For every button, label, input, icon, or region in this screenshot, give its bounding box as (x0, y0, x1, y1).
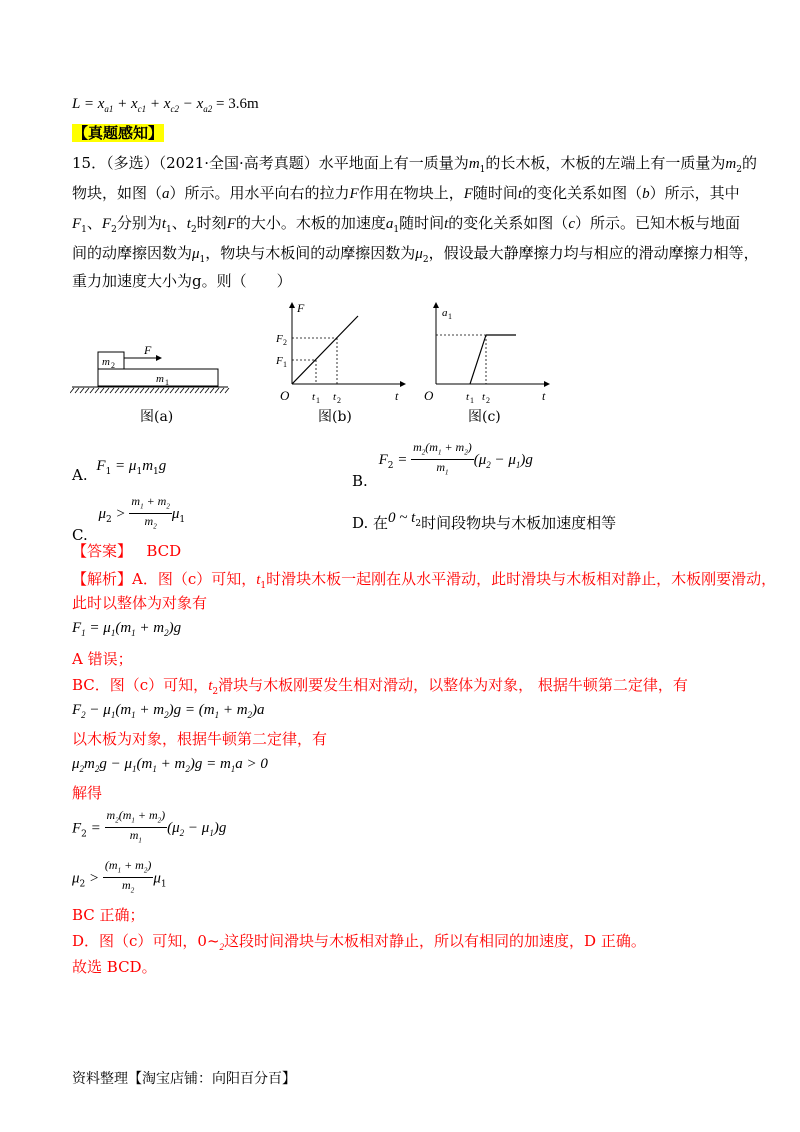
equation-board: $\mu_2m_2g - \mu_1(m_1 + m_2)g = m_1a > 0$ (72, 756, 268, 774)
svg-text:t: t (466, 391, 470, 403)
svg-text:t: t (482, 391, 486, 403)
analysis-line-2: 此时以整体为对象有 (72, 594, 208, 612)
svg-text:1: 1 (470, 396, 474, 405)
analysis-final: 故选 BCD。 (72, 958, 157, 976)
analysis-bc-line: BC．图（c）可知，$t_2$滑块与木板刚要发生相对滑动，以整体为对象， 根据牛顿第二定律，有 (72, 676, 688, 697)
figure-b-caption: 图(b) (318, 409, 352, 425)
figure-c-a1-vs-t-graph (420, 300, 560, 410)
question-line-4: 间的动摩擦因数为$\mu_1$，物块与木板间的动摩擦因数为$\mu_2$，假设最大静摩擦力均与相应的滑动摩擦力相等， (72, 244, 759, 265)
top-equation: $L = x_{a1} + x_{c1} + x_{c2} - x_{a2} = 3.6m$ (72, 96, 259, 114)
svg-text:t: t (312, 391, 316, 403)
analysis-board-line: 以木板为对象，根据牛顿第二定律，有 (72, 730, 328, 748)
svg-text:F: F (276, 355, 283, 367)
equation-mu-result: $\mu_2$ > $\frac{(m_1 + m_2)}{m_2}$ $\mu_1$ (72, 858, 167, 895)
svg-text:1: 1 (448, 312, 452, 321)
svg-text:m: m (156, 373, 164, 385)
svg-text:1: 1 (165, 378, 169, 387)
svg-text:t: t (395, 389, 399, 403)
figure-a-caption: 图(a) (140, 409, 174, 425)
svg-text:F: F (297, 301, 305, 315)
svg-text:O: O (280, 388, 290, 403)
svg-text:F: F (276, 333, 283, 345)
svg-text:F: F (144, 343, 152, 357)
analysis-line-1: 【解析】A．图（c）可知，$t_1$时滑块木板一起刚在从水平滑动，此时滑块与木板相对静止，木板刚要滑动， (72, 570, 777, 591)
svg-text:1: 1 (283, 360, 287, 369)
svg-text:2: 2 (486, 396, 490, 405)
svg-text:2: 2 (337, 396, 341, 405)
svg-text:m: m (102, 356, 110, 368)
option-c: C. $\mu_2$ > $\frac{m_1 + m_2}{m_2}$ $\mu_1$ (72, 494, 186, 544)
option-b: B. $F_2$ = $\frac{m_2(m_1 + m_2)}{m_1}$ $(\mu_2 - \mu_1)g$ (352, 440, 533, 490)
answer-line: 【答案】 BCD (72, 542, 182, 560)
svg-text:t: t (542, 389, 546, 403)
question-line-3: $F_1$、$F_2$分别为$t_1$、$t_2$时刻F的大小。木板的加速度$a_1$随时间t的变化关系如图（c）所示。已知木板与地面 (72, 214, 740, 235)
equation-f1: $F_1 = \mu_1(m_1 + m_2)g$ (72, 620, 182, 638)
section-tag: 【真题感知】 (73, 124, 164, 142)
svg-text:2: 2 (111, 361, 115, 370)
question-line-5: 重力加速度大小为g。则（ ） (72, 272, 292, 290)
analysis-a-wrong: A 错误； (72, 650, 133, 668)
svg-text:t: t (333, 391, 337, 403)
equation-whole: $F_2 - \mu_1(m_1 + m_2)g = (m_1 + m_2)a$ (72, 702, 265, 720)
question-line-1: 15．（多选）（2021·全国·高考真题）水平地面上有一质量为$m_1$的长木板，木板的左端上有一质量为$m_2$的 (72, 154, 757, 175)
svg-text:2: 2 (283, 338, 287, 347)
analysis-d-line: D．图（c）可知，$0\sim_2$这段时间滑块与木板相对静止，所以有相同的加速度，D 正确。 (72, 932, 646, 952)
option-a: A. $F_1 = \mu_1m_1g$ (72, 458, 167, 484)
svg-text:a: a (442, 307, 448, 319)
analysis-bc-correct: BC 正确； (72, 906, 145, 924)
option-d: D. 在0 ~ $t_2$时间段物块与木板加速度相等 (352, 510, 617, 532)
question-line-2: 物块，如图（a）所示。用水平向右的拉力F作用在物块上，F随时间t的变化关系如图（b）所示，其中 (72, 184, 740, 202)
equation-f2-result: $F_2$ = $\frac{m_2(m_1 + m_2)}{m_1}$ $(\mu_2 - \mu_1)g$ (72, 808, 227, 845)
svg-text:O: O (424, 388, 434, 403)
footer-text: 资料整理【淘宝店铺：向阳百分百】 (72, 1071, 296, 1087)
analysis-solve: 解得 (72, 784, 103, 802)
svg-text:1: 1 (316, 396, 320, 405)
figure-c-caption: 图(c) (468, 409, 501, 425)
figure-b-f-vs-t-graph (270, 300, 410, 410)
